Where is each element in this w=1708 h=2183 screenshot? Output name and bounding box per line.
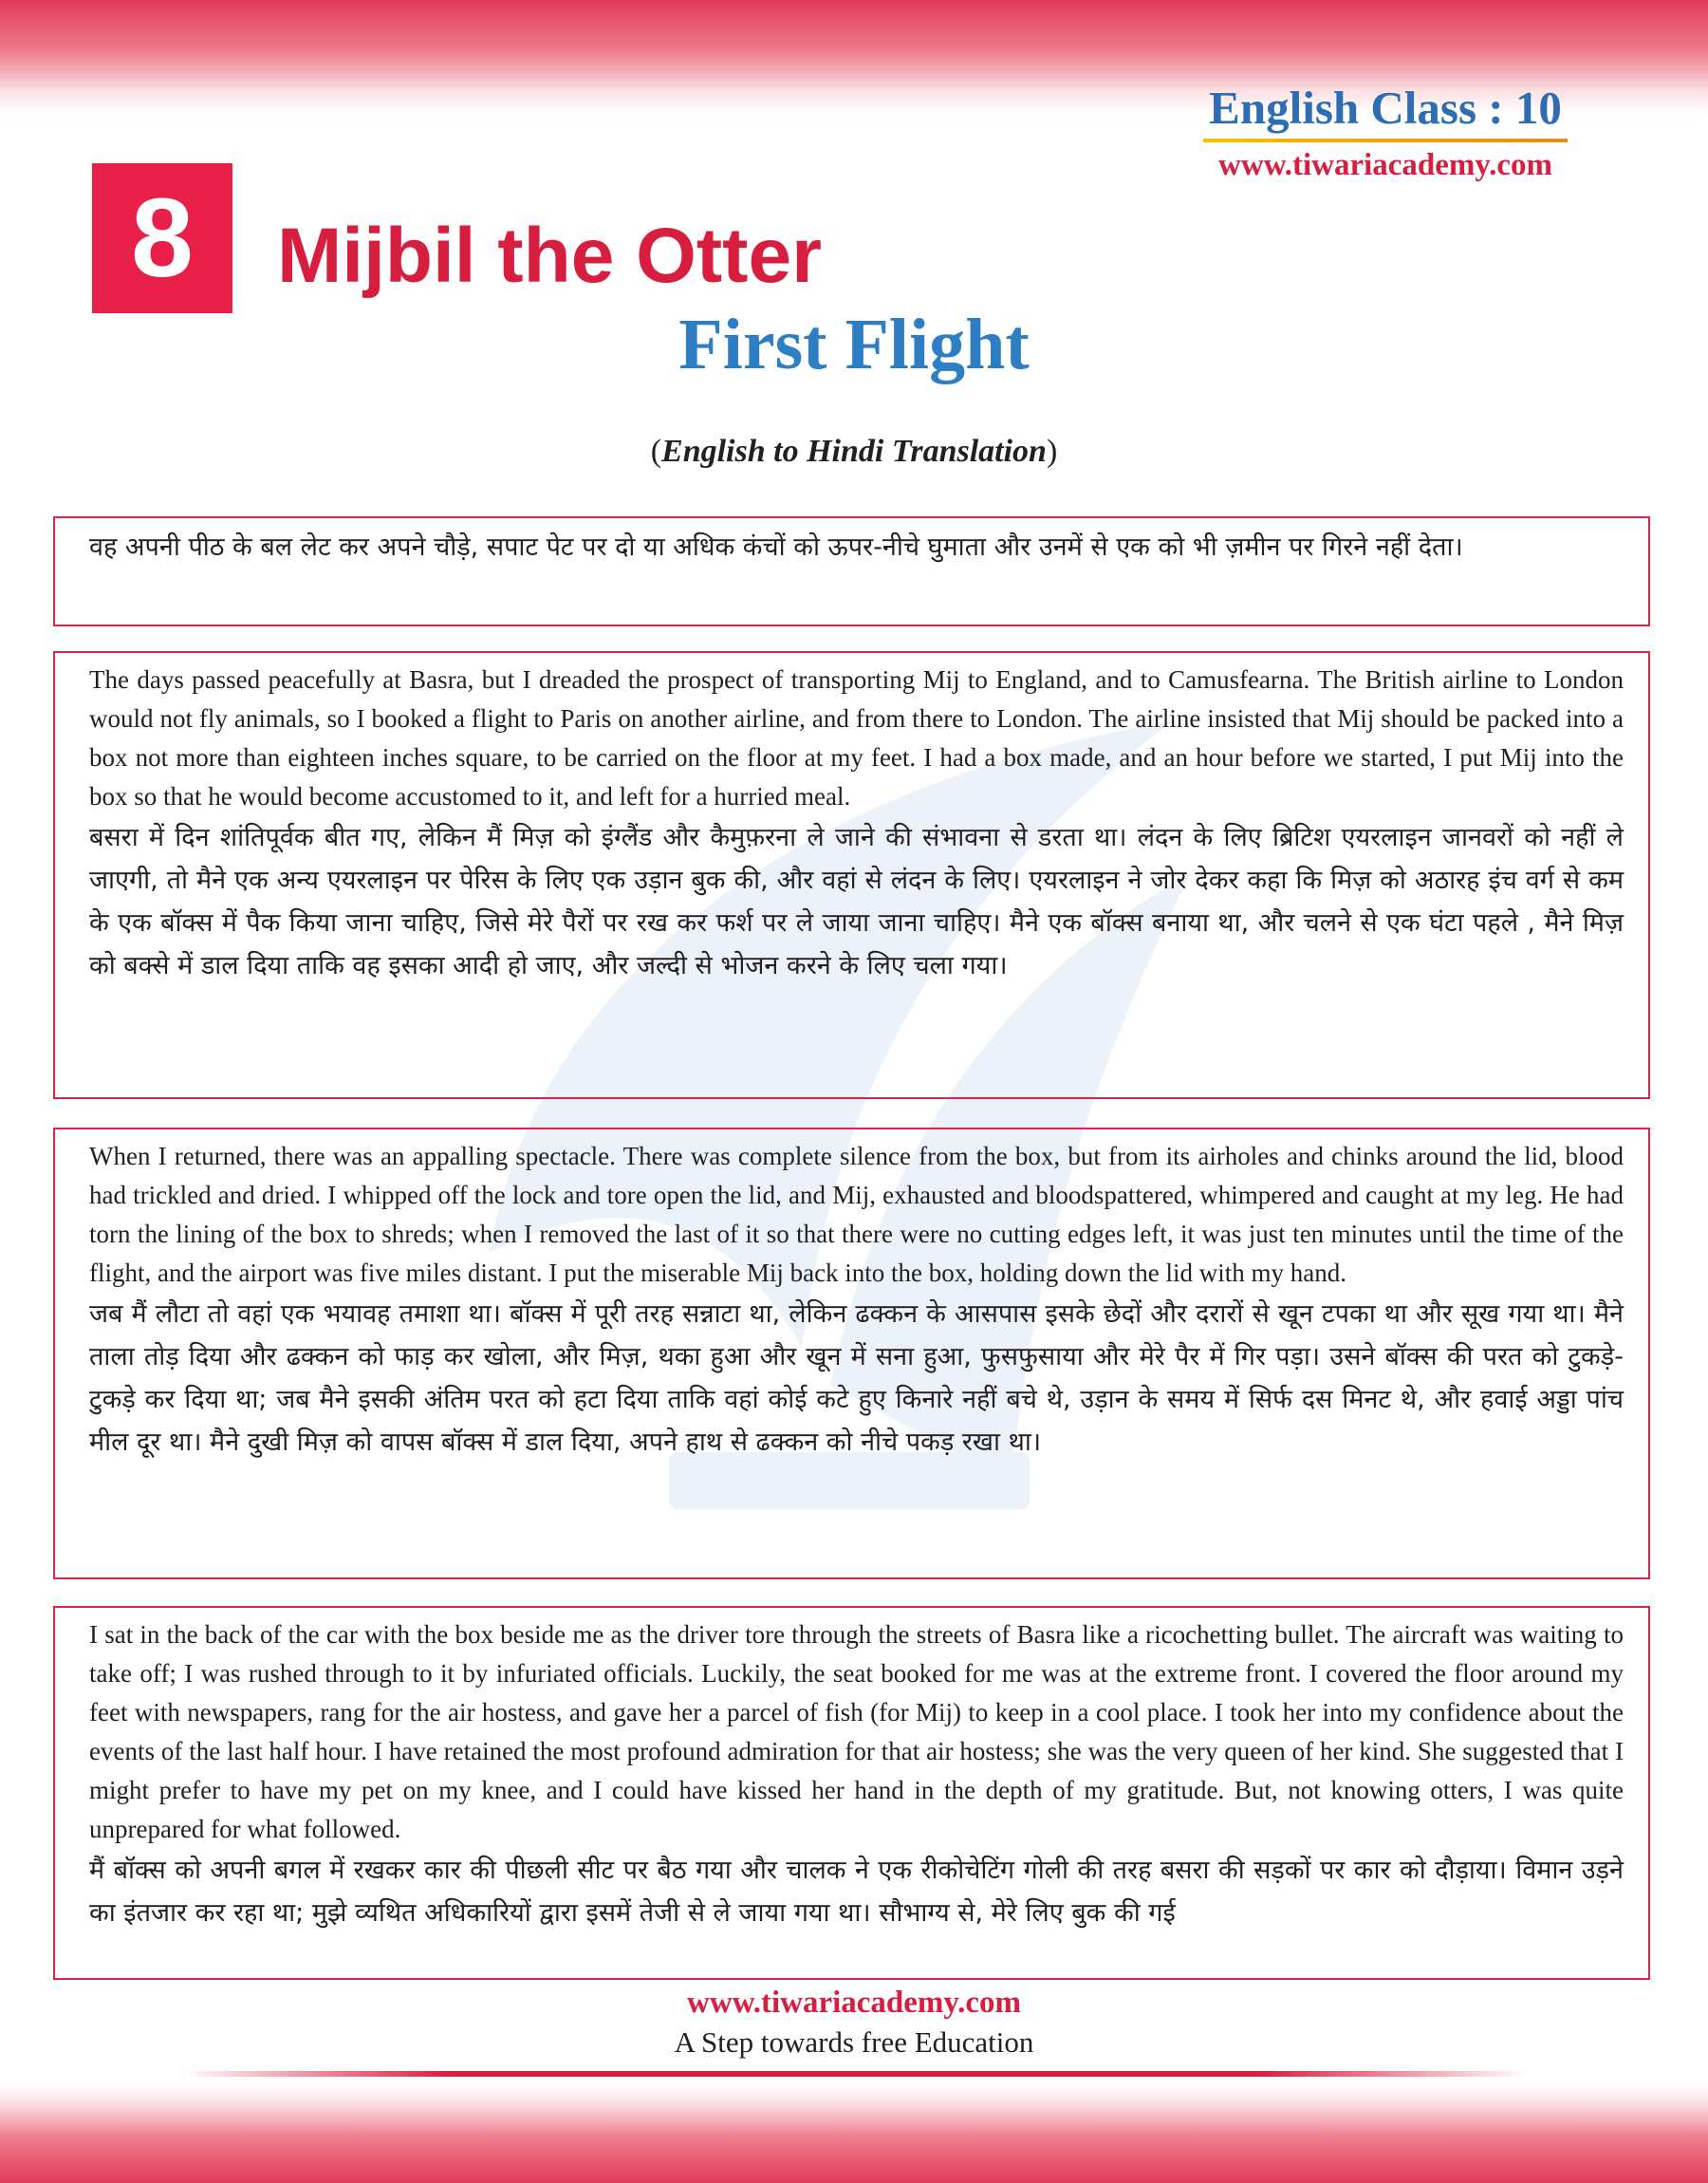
paragraph-box-1 xyxy=(53,516,1650,626)
chapter-title: Mijbil the Otter xyxy=(277,213,822,299)
hindi-translation: वह अपनी पीठ के बल लेट कर अपने चौड़े, सपाट पेट पर दो या अधिक कंचों को ऊपर-नीचे घुमाता और उनमें से एक को भी ज़मीन पर गिरने नहीं देता। xyxy=(89,532,1463,562)
english-text: When I returned, there was an appalling spectacle. There was complete silence from the box, but from its airholes and chinks around the lid, blood had trickled and dried. I whipped off the lock and tore open the lid, and Mij, exhausted and bloodspattered, whimpered and caught at my leg. He had torn the lining of the box to shreds; when I removed the last of it so that there were no cutting edges left, it was just ten minutes until the time of the flight, and the airport was five miles distant. I put the miserable Mij back into the box, holding down the lid with my hand. xyxy=(89,1142,1624,1287)
paragraph-box-3 xyxy=(53,1128,1650,1579)
translation-subtitle xyxy=(0,431,1708,473)
header-website-link[interactable]: www.tiwariacademy.com xyxy=(1218,148,1552,182)
paragraph-box-4 xyxy=(53,1606,1650,1980)
hindi-translation: मैं बॉक्स को अपनी बगल में रखकर कार की पीछली सीट पर बैठ गया और चालक ने एक रीकोचेटिंग गोली की तरह बसरा की सड़कों पर कार को दौड़ाया। विमान उड़ने का इंतजार कर रहा था; मुझे व्यथित अधिकारियों द्वारा इसमें तेजी से ले जाया गया था। सौभाग्य से, मेरे लिए बुक की गई xyxy=(89,1856,1624,1928)
hindi-translation: बसरा में दिन शांतिपूर्वक बीत गए, लेकिन मैं मिज़ को इंग्लैंड और कैमुफ़रना ले जाने की संभावना से डरता था। लंदन के लिए ब्रिटिश एयरलाइन जानवरों को नहीं ले जाएगी, तो मैने एक अन्य एयरलाइन पर पेरिस के लिए एक उड़ान बुक की, और वहां से लंदन के लिए। एयरलाइन ने जोर देकर कहा कि मिज़ को अठारह इंच वर्ग से कम के एक बॉक्स में पैक किया जाना चाहिए, जिसे मेरे पैरों पर रख कर फर्श पर ले जाया जाना चाहिए। मैने एक बॉक्स बनाया था, और चलने से एक घंटा पहले , मैने मिज़ को बक्से में डाल दिया ताकि वह इसका आदी हो जाए, और जल्दी से भोजन करने के लिए चला गया। xyxy=(89,823,1624,980)
hindi-translation: जब मैं लौटा तो वहां एक भयावह तमाशा था। बॉक्स में पूरी तरह सन्नाटा था, लेकिन ढक्कन के आसपास इसके छेदों और दरारों से खून टपका था और सूख गया था। मैने ताला तोड़ दिया और ढक्कन को फाड़ कर खोला, और मिज़, थका हुआ और खून में सना हुआ, फुसफुसाया और मेरे पैर में गिर पड़ा। उसने बॉक्स की परत को टुकड़े-टुकड़े कर दिया था; जब मैने इसकी अंतिम परत को हटा दिया ताकि वहां कोई कटे हुए किनारे नहीं बचे थे, उड़ान के समय में सिर्फ दस मिनट थे, और हवाई अड्डा पांच मील दूर था। मैने दुखी मिज़ को वापस बॉक्स में डाल दिया, अपने हाथ से ढक्कन को नीचे पकड़ रखा था। xyxy=(89,1299,1624,1457)
footer-tagline: A Step towards free Education xyxy=(674,2025,1034,2059)
subtitle-close-paren: ) xyxy=(1046,434,1058,469)
book-title: First Flight xyxy=(678,305,1030,384)
paragraph-box-2 xyxy=(53,651,1650,1099)
english-text: I sat in the back of the car with the box beside me as the driver tore through the streets of Basra like a ricochetting bullet. The aircraft was waiting to take off; I was rushed through to it by infuriated officials. Luckily, the seat booked for me was at the extreme front. I covered the floor around my feet with newspapers, rang for the air hostess, and gave her a parcel of fish (for Mij) to keep in a cool place. I took her into my confidence about the events of the last half hour. I have retained the most profound admiration for that air hostess; she was the very queen of her kind. She suggested that I might prefer to have my pet on my knee, and I could have kissed her hand in the depth of my gratitude. But, not knowing otters, I was quite unprepared for what followed. xyxy=(89,1620,1624,1843)
chapter-number: 8 xyxy=(92,163,232,313)
class-label: English Class : 10 xyxy=(1209,82,1562,134)
subtitle-text: English to Hindi Translation xyxy=(661,434,1047,469)
bottom-decorative-band xyxy=(0,2083,1708,2183)
footer-divider xyxy=(180,2071,1528,2077)
footer-website-link[interactable]: www.tiwariacademy.com xyxy=(687,1986,1021,2020)
subtitle-open-paren: ( xyxy=(650,434,662,469)
english-text: The days passed peacefully at Basra, but I dreaded the prospect of transporting Mij to England, and to Camusfearna. The British airline to London would not fly animals, so I booked a flight to Paris on another airline, and from there to London. The airline insisted that Mij should be packed into a box not more than eighteen inches square, to be carried on the floor at my feet. I had a box made, and an hour before we started, I put Mij into the box so that he would become accustomed to it, and left for a hurried meal. xyxy=(89,665,1624,811)
header-underline xyxy=(1203,139,1568,142)
